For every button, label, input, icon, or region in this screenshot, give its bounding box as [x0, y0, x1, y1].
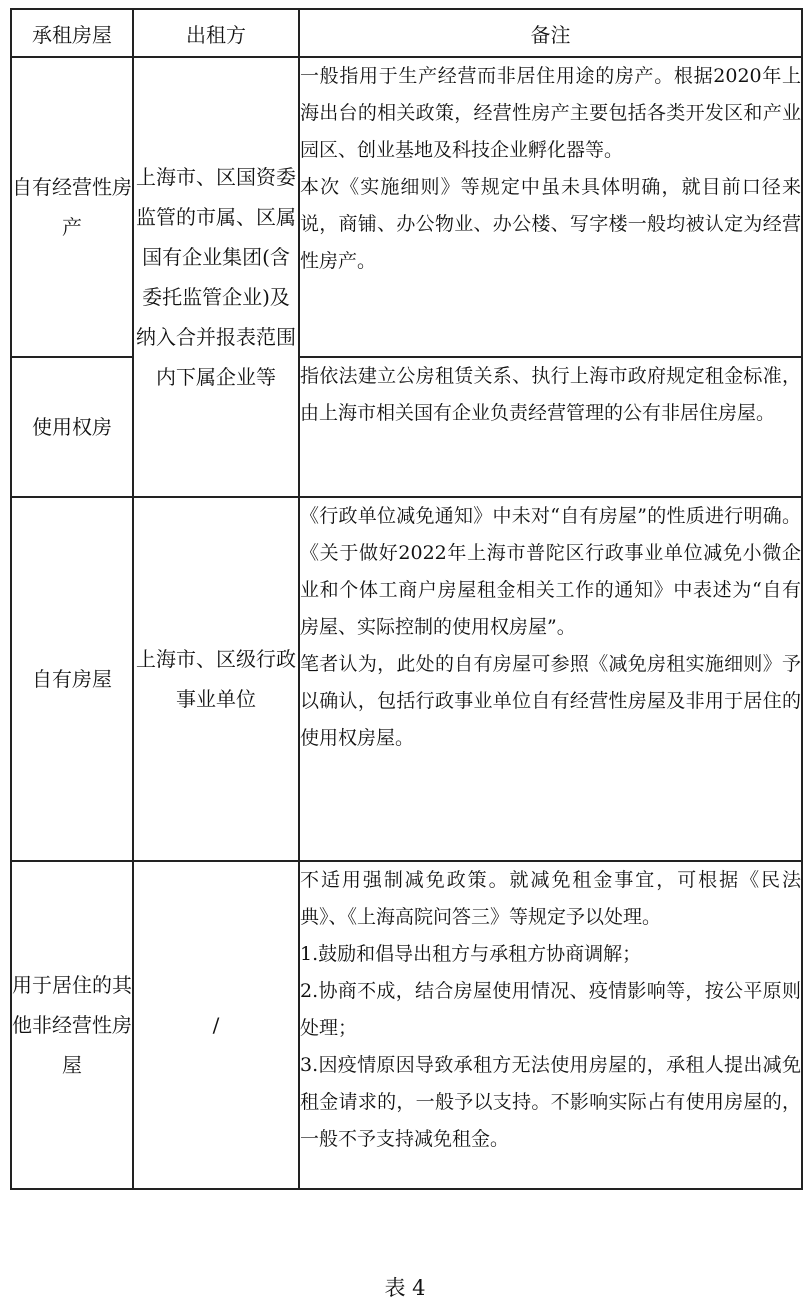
note-cell — [299, 497, 802, 861]
note-cell — [299, 861, 802, 1189]
note-cell — [299, 357, 802, 497]
lessor-cell: / — [133, 861, 299, 1189]
note-paragraph: 3.因疫情原因导致承租方无法使用房屋的，承租人提出减免租金请求的，一般予以支持。不影响实际占有使用房屋的，一般不予支持减免租金。 — [300, 1054, 801, 1150]
note-paragraph: 本次《实施细则》等规定中虽未具体明确，就目前口径来说，商铺、办公物业、办公楼、写字楼一般均被认定为经营性房产。 — [300, 176, 801, 272]
note-paragraph: 不适用强制减免政策。就减免租金事宜，可根据《民法典》、《上海高院问答三》等规定予以处理。 — [300, 869, 801, 928]
table-header-row — [11, 9, 802, 57]
note-paragraph: 指依法建立公房租赁关系、执行上海市政府规定租金标准，由上海市相关国有企业负责经营管理的公有非居住房屋。 — [300, 365, 801, 424]
note-cell — [299, 57, 802, 357]
category-cell: 使用权房 — [11, 357, 133, 497]
note-paragraph: 一般指用于生产经营而非居住用途的房产。根据2020年上海出台的相关政策，经营性房产主要包括各类开发区和产业园区、创业基地及科技企业孵化器等。 — [300, 65, 801, 161]
category-cell: 用于居住的其他非经营性房屋 — [11, 861, 133, 1189]
note-paragraph: 2.协商不成，结合房屋使用情况、疫情影响等，按公平原则处理； — [300, 980, 801, 1039]
table-row — [11, 861, 802, 1189]
table-row — [11, 497, 802, 861]
note-paragraph: 笔者认为，此处的自有房屋可参照《减免房租实施细则》予以确认，包括行政事业单位自有经营性房屋及非用于居住的使用权房屋。 — [300, 653, 801, 749]
header-tenant-property: 承租房屋 — [11, 9, 133, 57]
note-paragraph: 《行政单位减免通知》中未对“自有房屋”的性质进行明确。《关于做好2022年上海市普陀区行政事业单位减免小微企业和个体工商户房屋租金相关工作的通知》中表述为“自有房屋、实际控制的使用权房屋”。 — [300, 505, 801, 638]
lessor-cell: 上海市、区级行政事业单位 — [133, 497, 299, 861]
table-caption: 表 4 — [384, 1276, 426, 1300]
header-remarks: 备注 — [299, 9, 802, 57]
note-paragraph: 1.鼓励和倡导出租方与承租方协商调解； — [300, 943, 642, 965]
lease-table — [10, 8, 803, 1190]
category-cell: 自有经营性房产 — [11, 57, 133, 357]
lessor-cell-shared: 上海市、区国资委监管的市属、区属国有企业集团(含委托监管企业)及纳入合并报表范围内下属企业等 — [133, 57, 299, 497]
header-lessor: 出租方 — [133, 9, 299, 57]
table-row — [11, 57, 802, 357]
table-row — [11, 357, 802, 497]
category-cell: 自有房屋 — [11, 497, 133, 861]
